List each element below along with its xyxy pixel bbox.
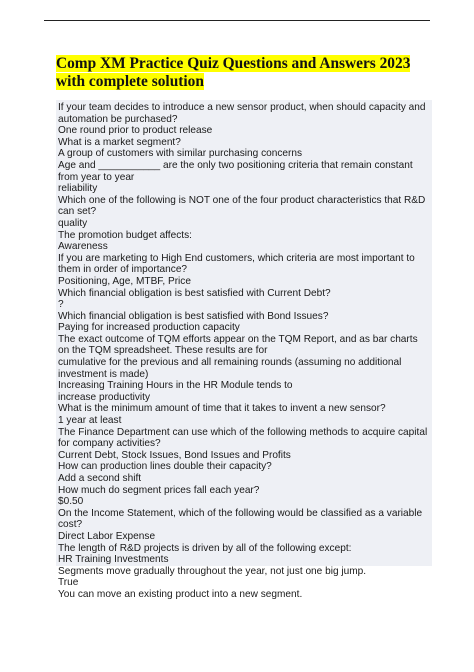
qa-line: cumulative for the previous and all remaining rounds (assuming no additional investment is made) bbox=[58, 357, 405, 380]
qa-line: Current Debt, Stock Issues, Bond Issues and Profits bbox=[58, 449, 291, 461]
document-title bbox=[56, 55, 436, 91]
qa-line: Which financial obligation is best satisfied with Current Debt? bbox=[58, 287, 331, 299]
qa-line: On the Income Statement, which of the following would be classified as a variable cost? bbox=[58, 507, 425, 531]
qa-line: What is the minimum amount of time that it takes to invent a new sensor? bbox=[58, 403, 386, 415]
qa-line: The Finance Department can use which of the following methods to acquire capital for company activities? bbox=[58, 426, 430, 450]
qa-line: How much do segment prices fall each year? bbox=[58, 484, 260, 496]
qa-line: True bbox=[58, 577, 79, 589]
qa-line: Awareness bbox=[58, 241, 108, 253]
qa-line: The length of R&D projects is driven by all of the following except: bbox=[58, 542, 352, 554]
qa-line: quality bbox=[58, 217, 88, 229]
qa-line: If you are marketing to High End customers, which criteria are most important to them in order of importance? bbox=[58, 252, 418, 276]
title-highlight: Comp XM Practice Quiz Questions and Answers 2023 with complete solution bbox=[56, 55, 411, 90]
qa-line: Which financial obligation is best satisfied with Bond Issues? bbox=[58, 310, 329, 322]
qa-line: 1 year at least bbox=[58, 415, 122, 427]
qa-line: One round prior to product release bbox=[58, 125, 213, 137]
qa-line: Paying for increased production capacity bbox=[58, 322, 240, 334]
qa-line: How can production lines double their capacity? bbox=[58, 461, 272, 473]
qa-line: What is a market segment? bbox=[58, 136, 181, 148]
qa-content-panel bbox=[56, 100, 432, 600]
qa-line: Positioning, Age, MTBF, Price bbox=[58, 275, 191, 287]
qa-line: reliability bbox=[58, 183, 98, 195]
qa-line: The promotion budget affects: bbox=[58, 229, 192, 241]
qa-line: increase productivity bbox=[58, 391, 151, 403]
qa-line: HR Training Investments bbox=[58, 554, 169, 566]
qa-line: Segments move gradually throughout the year, not just one big jump. bbox=[58, 565, 367, 577]
qa-line: Add a second shift bbox=[58, 473, 142, 484]
qa-line: If your team decides to introduce a new sensor product, when should capacity and automation be purchased? bbox=[58, 102, 429, 125]
qa-line: Increasing Training Hours in the HR Module tends to bbox=[58, 380, 293, 392]
qa-line: Age and ___________ are the only two positioning criteria that remain constant from year to year bbox=[58, 159, 416, 183]
qa-line: $0.50 bbox=[58, 496, 84, 508]
top-divider bbox=[44, 20, 430, 21]
qa-line: You can move an existing product into a new segment. bbox=[58, 588, 303, 600]
qa-line: The exact outcome of TQM efforts appear on the TQM Report, and as bar charts on the TQM spreadsheet. These results are for bbox=[58, 333, 421, 357]
qa-line: ? bbox=[58, 299, 64, 311]
qa-line: Which one of the following is NOT one of the four product characteristics that R&D can set? bbox=[58, 194, 429, 218]
qa-line: Direct Labor Expense bbox=[58, 530, 156, 542]
qa-line: A group of customers with similar purchasing concerns bbox=[58, 148, 303, 160]
